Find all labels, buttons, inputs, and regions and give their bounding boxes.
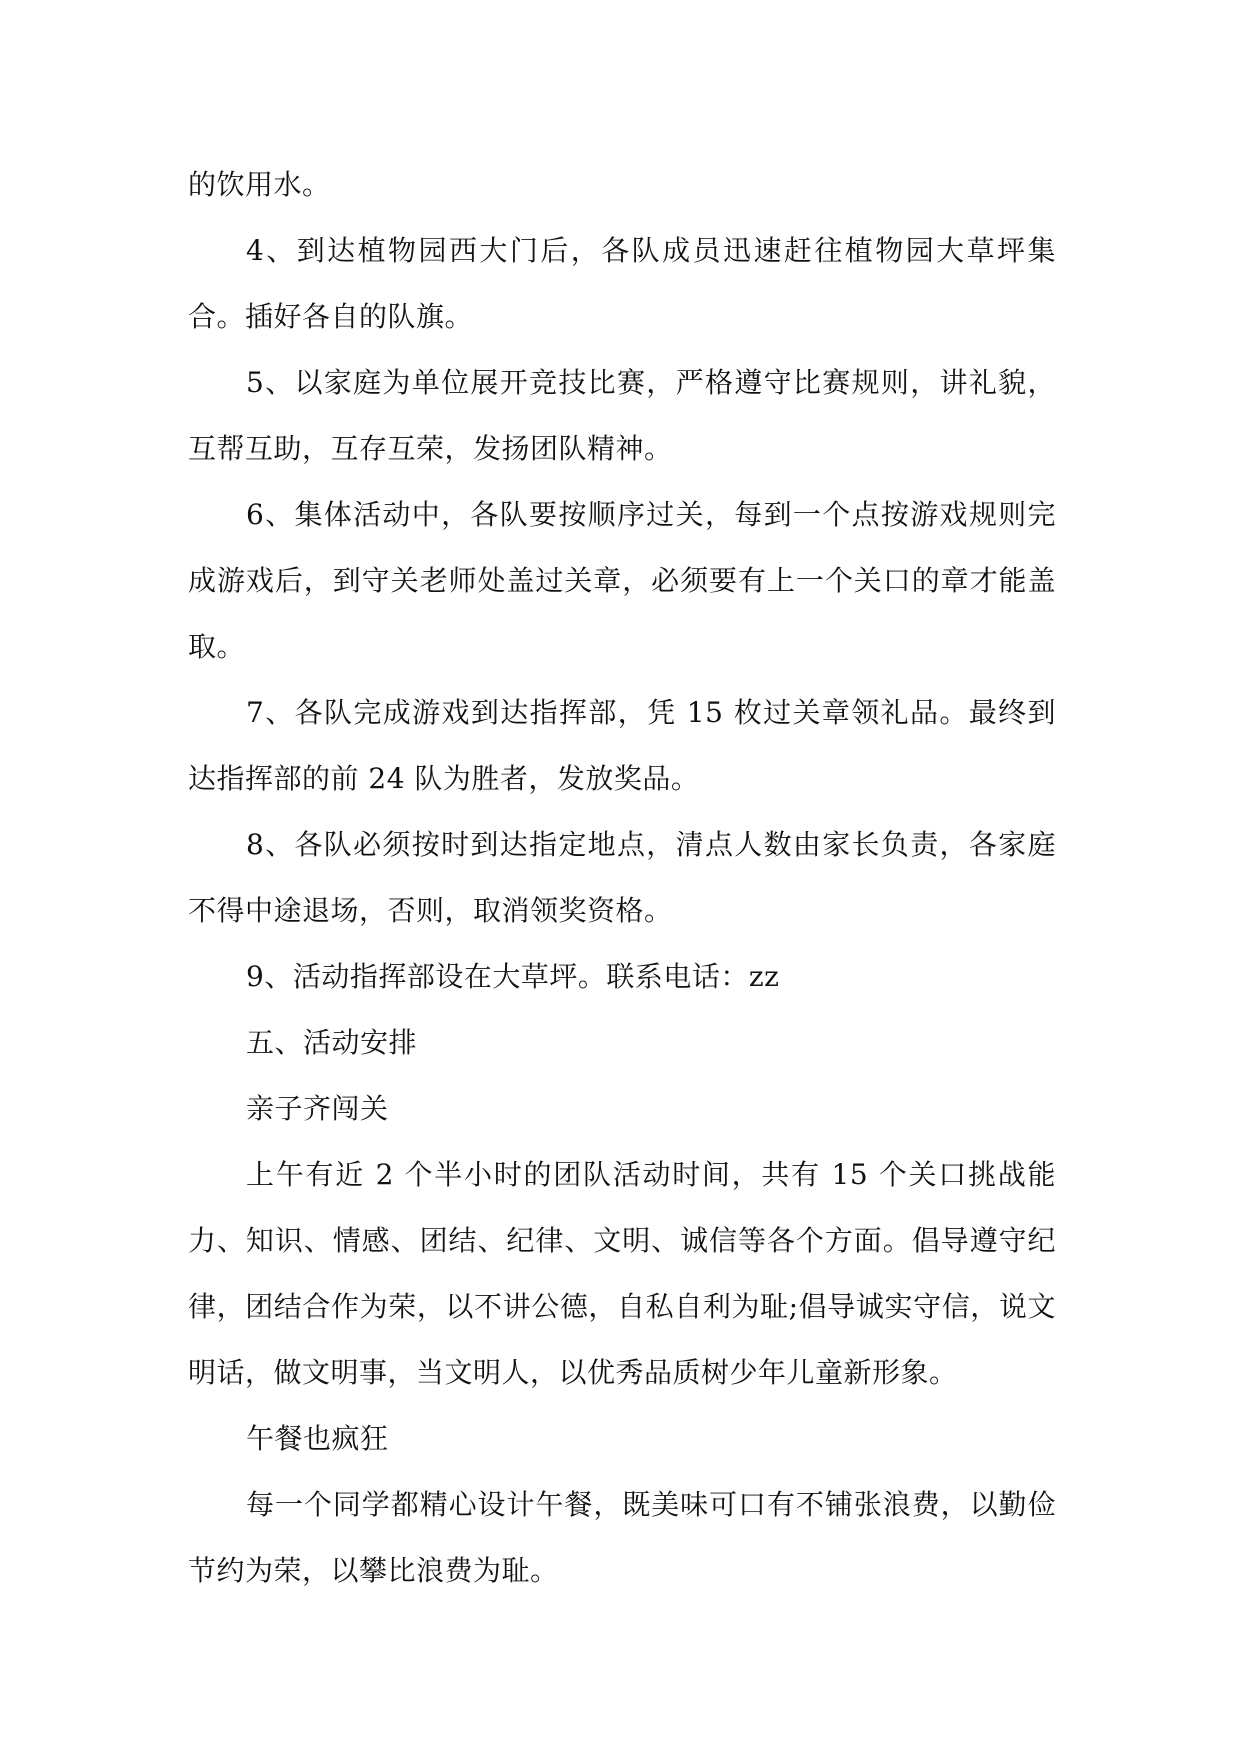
section-heading-activity-arrangement: 五、活动安排 (246, 1026, 418, 1059)
paragraph-rule-6: 6、集体活动中，各队要按顺序过关，每到一个点按游戏规则完成游戏后，到守关老师处盖过关章，必须要有上一个关口的章才能盖取。 (188, 498, 1056, 663)
paragraph-rule-4: 4、到达植物园西大门后，各队成员迅速赶往植物园大草坪集合。插好各自的队旗。 (188, 234, 1056, 333)
paragraph-lunch-description: 每一个同学都精心设计午餐，既美味可口有不铺张浪费，以勤俭节约为荣，以攀比浪费为耻。 (188, 1488, 1056, 1587)
paragraph-rule-5: 5、以家庭为单位展开竞技比赛，严格遵守比赛规则，讲礼貌，互帮互助，互存互荣，发扬团队精神。 (188, 366, 1056, 465)
paragraph-rule-9: 9、活动指挥部设在大草坪。联系电话：zz (246, 960, 780, 993)
paragraph-challenge-description: 上午有近 2 个半小时的团队活动时间，共有 15 个关口挑战能力、知识、情感、团结、纪律、文明、诚信等各个方面。倡导遵守纪律，团结合作为荣，以不讲公德，自私自利为耻;倡导诚实守信，说文明话，做文明事，当文明人，以优秀品质树少年儿童新形象。 (188, 1158, 1056, 1389)
paragraph-rule-8: 8、各队必须按时到达指定地点，清点人数由家长负责，各家庭不得中途退场，否则，取消领奖资格。 (188, 828, 1056, 927)
subheading-lunch: 午餐也疯狂 (246, 1422, 389, 1455)
paragraph-rule-7: 7、各队完成游戏到达指挥部，凭 15 枚过关章领礼品。最终到达指挥部的前 24 队为胜者，发放奖品。 (188, 696, 1056, 795)
document-body (188, 152, 1056, 1604)
subheading-parent-child-challenge: 亲子齐闯关 (246, 1092, 389, 1125)
paragraph-continuation: 的饮用水。 (188, 168, 331, 201)
